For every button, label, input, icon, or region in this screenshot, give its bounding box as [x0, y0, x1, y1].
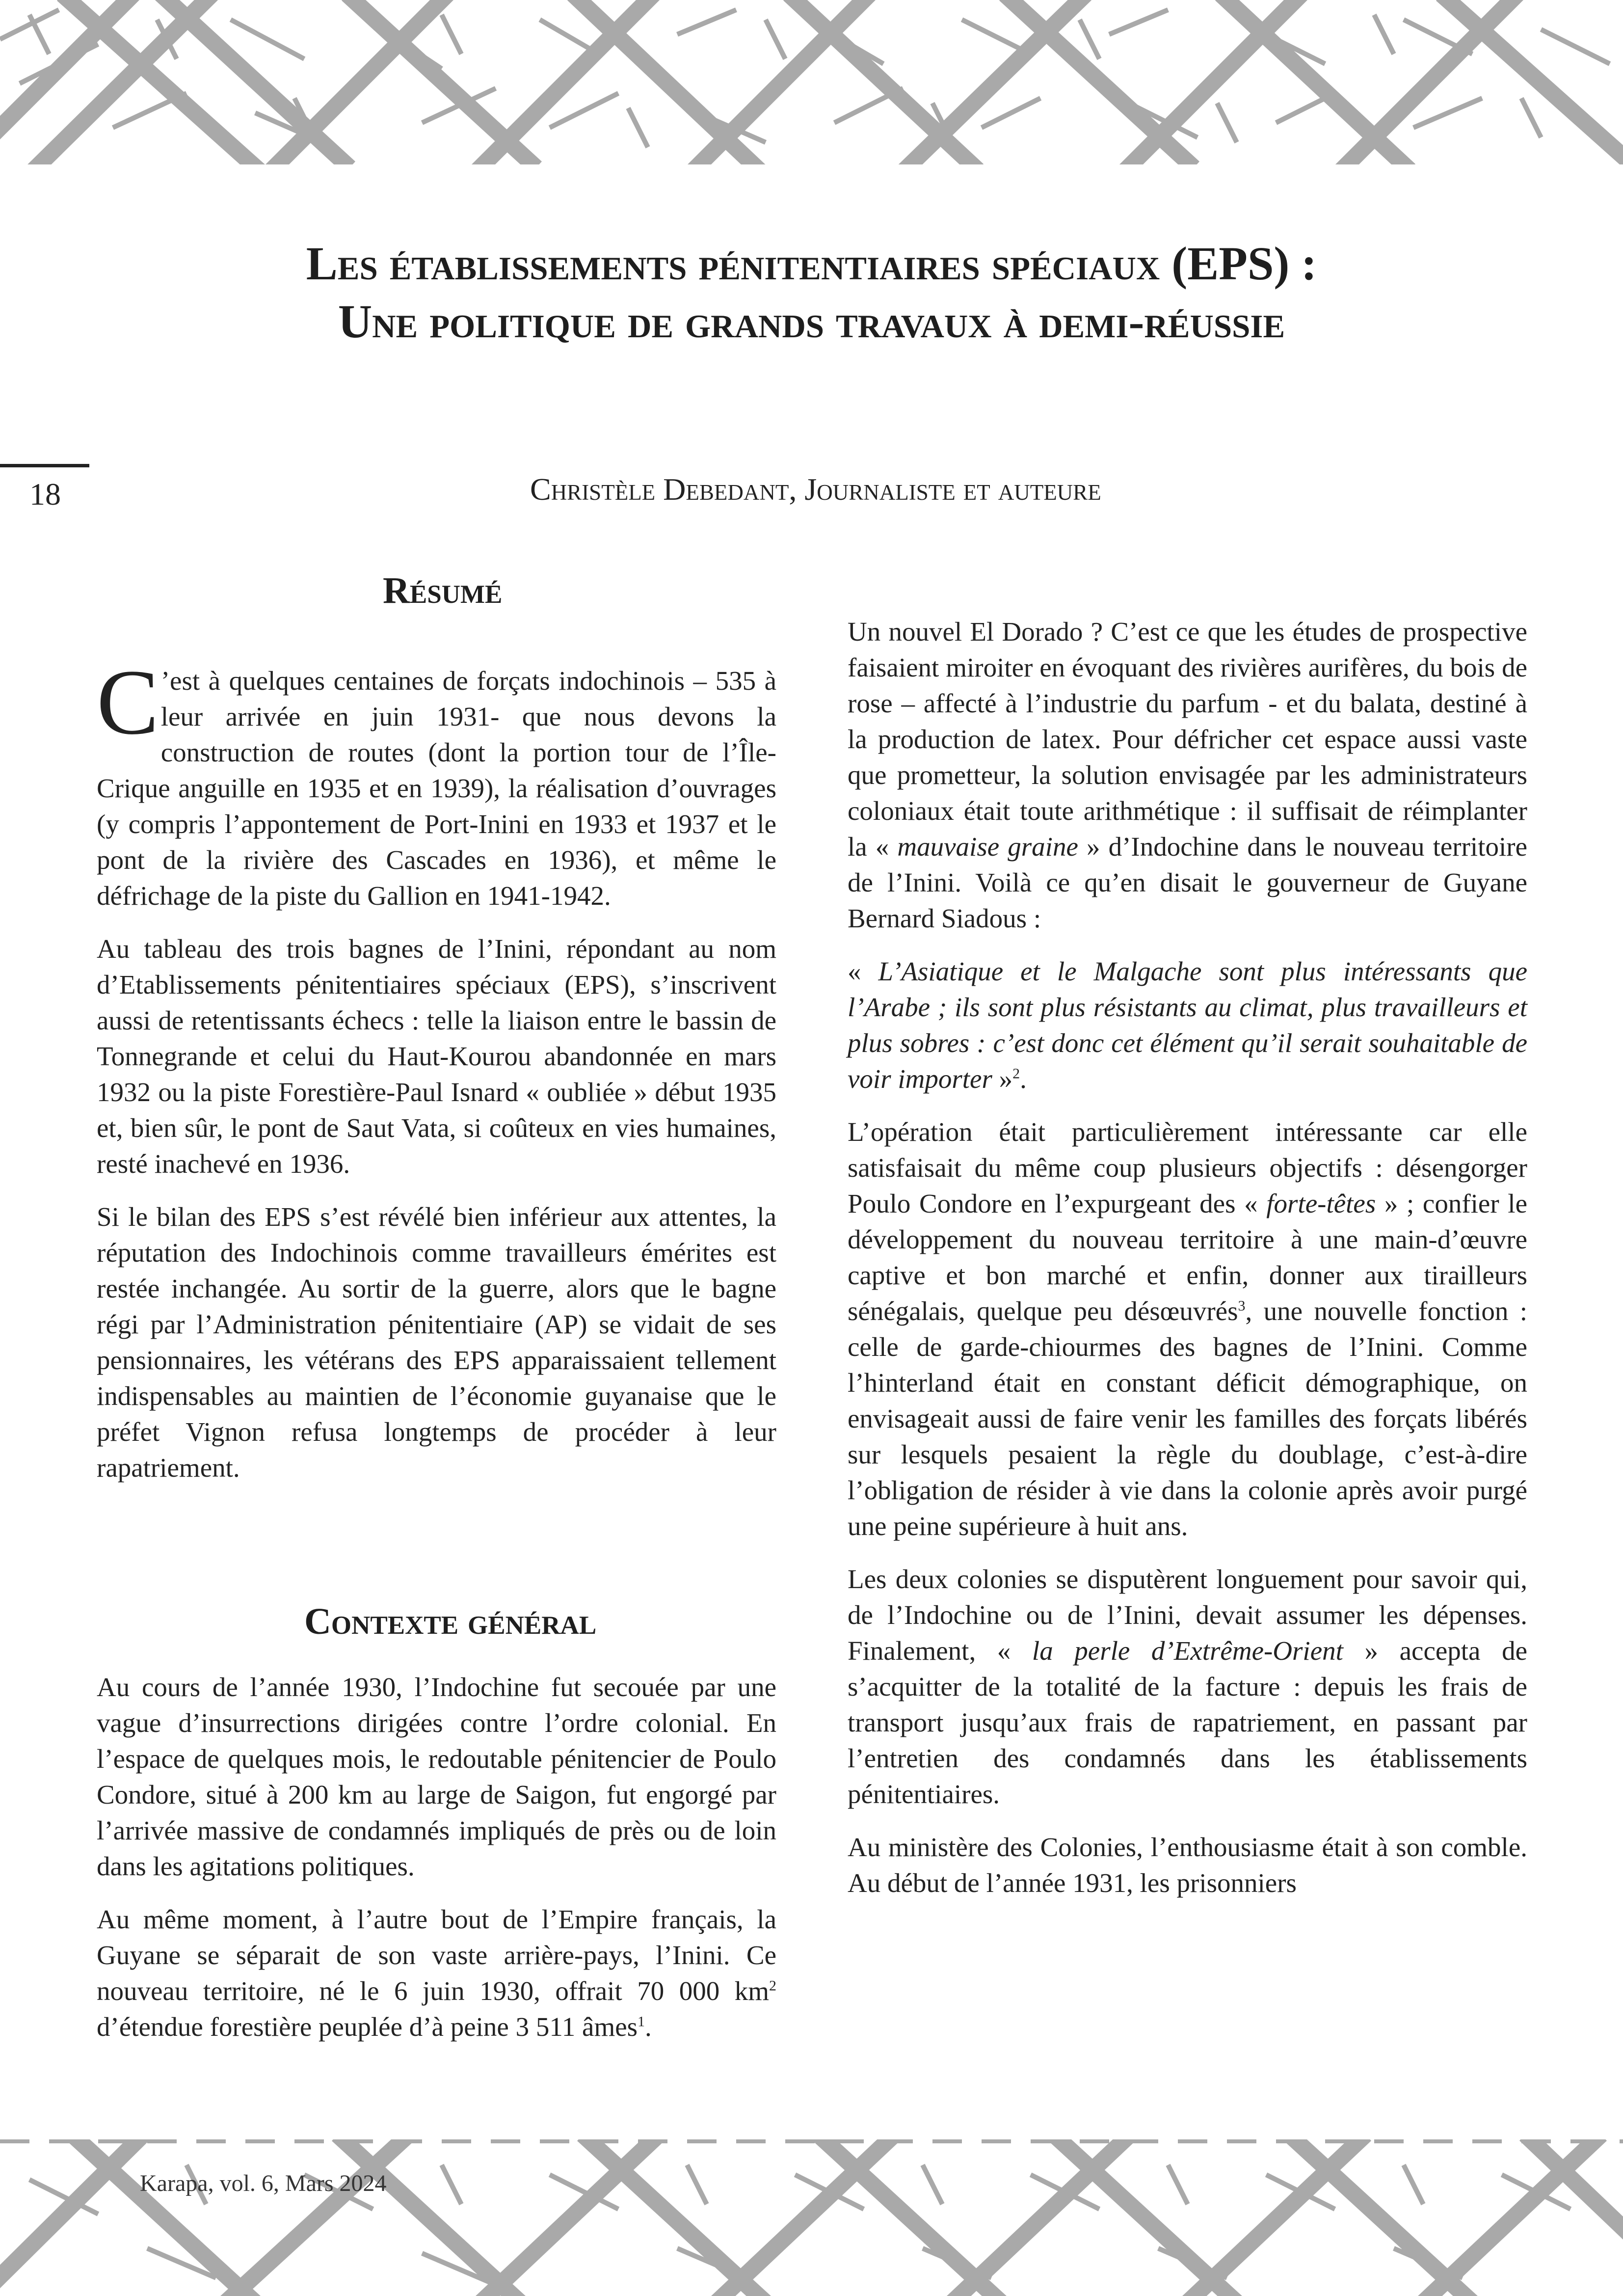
drop-cap: C [97, 651, 159, 754]
page-number: 18 [29, 477, 61, 512]
contexte-p2-final: . [645, 2012, 652, 2042]
contexte-heading: Contexte général [304, 1601, 597, 1642]
footnote-ref-3[interactable]: 3 [1238, 1297, 1246, 1314]
superscript-squared: 2 [769, 1977, 776, 1994]
contexte-p2-end: d’étendue forestière peuplée d’à peine 3 511 âmes [97, 2012, 638, 2042]
footnote-ref-1[interactable]: 1 [638, 2013, 645, 2030]
article-title [0, 235, 1623, 351]
resume-heading: Résumé [383, 570, 503, 611]
right-paragraph-1 [848, 614, 1527, 936]
resume-paragraph-3: Si le bilan des EPS s’est révélé bien inférieur aux attentes, la réputation des Indochinois comme travailleurs émérites est restée inchangée. Au sortir de la guerre, alors que le bagne régi par l’Administration pénitentiaire (AP) se vidait de ses pensionnaires, les vétérans des EPS apparaissaient tellement indispensables au maintien de l’économie guyanaise que le préfet Vignon refusa longtemps de procéder à leur rapatriement. [97, 1202, 776, 1483]
right-p3-italic: forte-têtes [1266, 1189, 1376, 1218]
contexte-p2-text: Au même moment, à l’autre bout de l’Empire français, la Guyane se séparait de son vaste arrière-pays, l’Inini. Ce nouveau territoire, né le 6 juin 1930, offrait 70 000 km [97, 1904, 776, 2006]
right-paragraph-5: Au ministère des Colonies, l’enthousiasme était à son comble. Au début de l’année 1931, les prisonniers [848, 1832, 1527, 1898]
title-line-2: Une politique de grands travaux à demi-réussie [338, 295, 1285, 348]
right-quote-paragraph [848, 953, 1527, 1097]
quote-open: « [848, 956, 878, 986]
right-p4-a: Les deux colonies se disputèrent longuement pour savoir qui, de l’Indochine ou de l’Inini, devait assumer les dépenses. Finalement, « [848, 1564, 1527, 1666]
contexte-paragraph-1: Au cours de l’année 1930, l’Indochine fut secouée par une vague d’insurrections dirigées contre l’ordre colonial. En l’espace de quelques mois, le redoutable pénitencier de Poulo Condore, situé à 200 km au large de Saigon, fut engorgé par l’arrivée massive de condamnés impliqués de près ou de loin dans les agitations politiques. [97, 1672, 776, 1881]
footnote-ref-2[interactable]: 2 [1012, 1065, 1020, 1082]
resume-paragraph-2: Au tableau des trois bagnes de l’Inini, répondant au nom d’Etablissements pénitentiaires spéciaux (EPS), s’inscrivent aussi de retentissants échecs : telle la liaison entre le bassin de Tonnegrande et celui du Haut-Kourou abandonnée en mars 1932 ou la piste Forestière-Paul Isnard « oubliée » début 1935 et, bien sûr, le pont de Saut Vata, si coûteux en vies humaines, resté inachevé en 1936. [97, 934, 776, 1179]
page-number-rule [0, 464, 89, 467]
right-p1-italic: mauvaise graine [897, 832, 1078, 862]
right-p3-b: » ; confier le développement du nouveau territoire à une main-d’œuvre captive et bon marché et enfin, donner aux tirailleurs sénégalais, quelque peu désœuvrés [848, 1189, 1527, 1326]
quote-italic: L’Asiatique et le Malgache sont plus intéressants que l’Arabe ; ils sont plus résistants au climat, plus travailleurs et plus sobres : c’est donc cet élément qu’il serait souhaitable de voir importer [848, 956, 1527, 1094]
right-p1-b: » d’Indochine dans le nouveau territoire de l’Inini. Voilà ce qu’en disait le gouverneur de Guyane Bernard Siadous : [848, 832, 1527, 933]
right-p4-italic: la perle d’Extrême-Orient [1032, 1636, 1343, 1666]
right-paragraph-3 [848, 1114, 1527, 1544]
right-p3-a: L’opération était particulièrement intéressante car elle satisfaisait du même coup plusieurs objectifs : désengorger Poulo Condore en l’expurgeant des « [848, 1117, 1527, 1218]
top-decorative-band [0, 0, 1623, 174]
right-p1-a: Un nouvel El Dorado ? C’est ce que les études de prospective faisaient miroiter en évoquant des rivières aurifères, du bois de rose – affecté à l’industrie du parfum - et du balata, destiné à la production de latex. Pour défricher cet espace aussi vaste que prometteur, la solution envisagée par les administrateurs coloniaux était toute arithmétique : il suffisait de réimplanter la « [848, 617, 1527, 862]
title-line-1: Les établissements pénitentiaires spéciaux (EPS) : [306, 237, 1317, 290]
resume-section [97, 651, 776, 1486]
resume-paragraph-1-text: ’est à quelques centaines de forçats indochinois – 535 à leur arrivée en juin 1931- que nous devons la construction de routes (dont la portion tour de l’Île-Crique anguille en 1935 et en 1939), la réalisation d’ouvrages (y compris l’appontement de Port-Inini en 1933 et 1937 et le pont de la rivière des Cascades en 1936), et même le défrichage de la piste du Gallion en 1941-1942. [97, 666, 776, 911]
right-paragraph-4 [848, 1561, 1527, 1812]
tribal-pattern-top [0, 0, 1623, 174]
right-column [848, 614, 1527, 1901]
bottom-decorative-band [0, 2121, 1623, 2296]
right-p3-c: , une nouvelle fonction : celle de garde-chiourmes des bagnes de l’Inini. Comme l’hinterland était en constant déficit démographique, on envisageait aussi de faire venir les familles des forçats libérés sur lesquels pesaient la règle du doublage, c’est-à-dire l’obligation de résider à vie dans la colonie après avoir purgé une peine supérieure à huit ans. [848, 1296, 1527, 1541]
resume-paragraph-1 [97, 651, 776, 914]
tribal-pattern-bottom [0, 2121, 1623, 2296]
quote-end: . [1020, 1064, 1027, 1094]
quote-close: » [992, 1064, 1013, 1094]
author-line: Christèle Debedant, Journaliste et auteure [530, 472, 1101, 507]
right-p4-b: » accepta de s’acquitter de la totalité de la facture : depuis les frais de transport jusqu’aux frais de rapatriement, en passant par l’entretien des condamnés dans les établissements pénitentiaires. [848, 1636, 1527, 1809]
contexte-section [97, 1669, 776, 2045]
journal-footer: Karapa, vol. 6, Mars 2024 [140, 2170, 387, 2196]
contexte-paragraph-2 [97, 1901, 776, 2045]
